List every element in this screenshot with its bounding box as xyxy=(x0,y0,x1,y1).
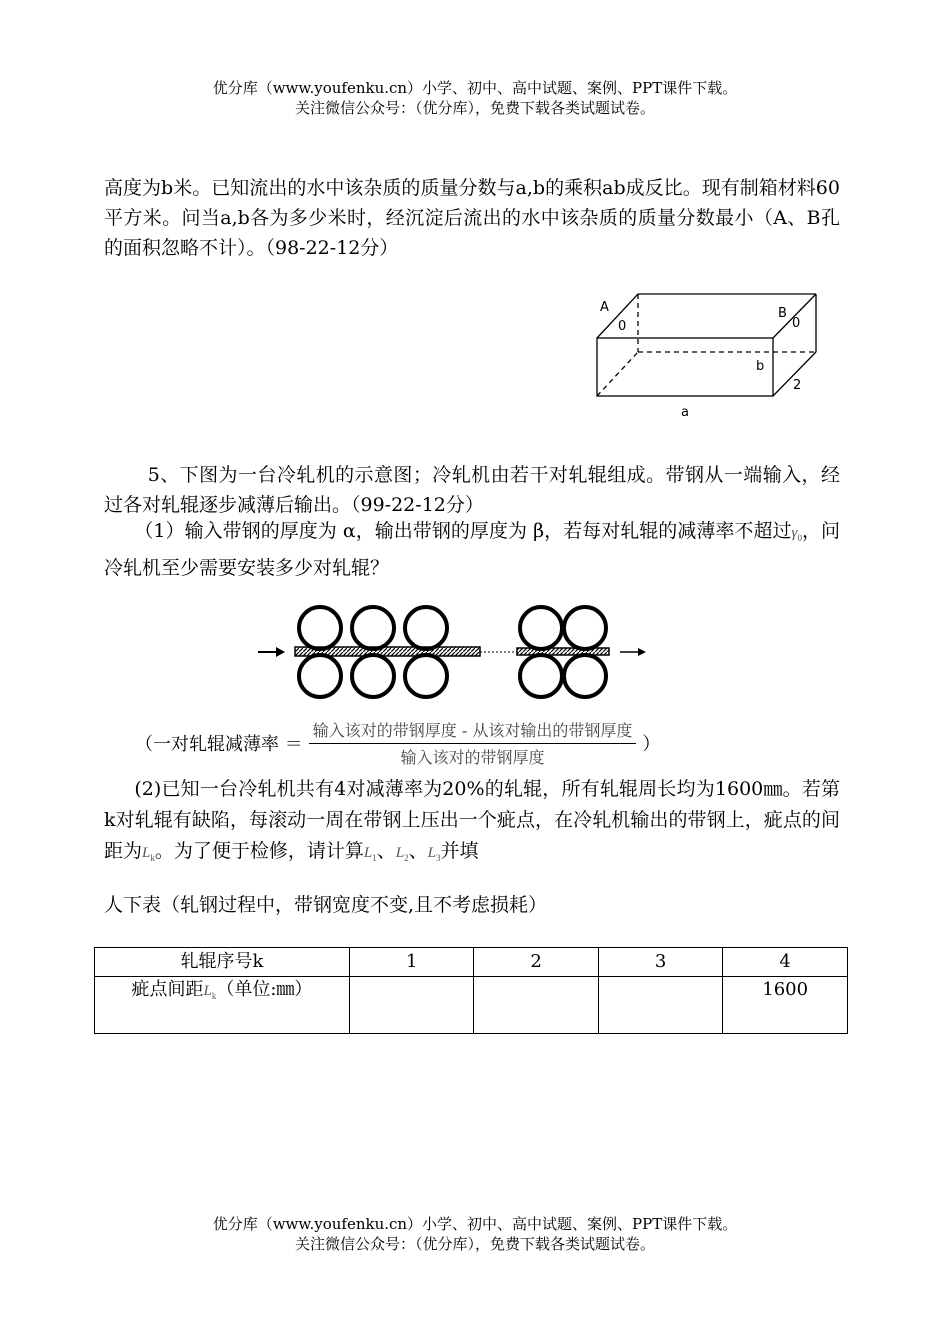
separator-2: 、 xyxy=(408,840,428,862)
sedimentation-box-diagram xyxy=(590,290,830,420)
gamma0-var xyxy=(792,525,802,541)
gamma-symbol: γ xyxy=(791,525,798,541)
l2-subscript: 2 xyxy=(404,853,409,863)
gamma-subscript: 0 xyxy=(797,533,802,543)
roller-lower xyxy=(564,655,606,697)
cold-rolling-mill-diagram xyxy=(255,600,655,704)
l3-var xyxy=(428,845,441,861)
row-label-cell xyxy=(95,977,350,1034)
reduction-rate-formula xyxy=(135,718,660,768)
header-cell: 1 xyxy=(349,948,473,977)
roller-upper xyxy=(352,607,394,649)
lk-symbol: L xyxy=(142,845,151,861)
hole-b-label: 0 xyxy=(792,316,801,331)
lk-var xyxy=(142,845,155,861)
problem5-q1 xyxy=(104,516,840,583)
label-2: 2 xyxy=(793,378,802,393)
label-B: B xyxy=(778,306,787,321)
defect-spacing-table xyxy=(94,947,848,1034)
table-cell: 1600 xyxy=(723,977,848,1034)
table-header-row xyxy=(95,948,848,977)
q2-text-end: 并填 xyxy=(440,840,479,862)
table-row xyxy=(95,977,848,1034)
page-header xyxy=(0,78,950,118)
page-footer xyxy=(0,1214,950,1254)
l2-symbol: L xyxy=(395,845,405,861)
roller-upper xyxy=(564,607,606,649)
l3-symbol: L xyxy=(427,845,436,861)
problem5-q2 xyxy=(104,774,840,874)
footer-line-1: 优分库（www.youfenku.cn）小学、初中、高中试题、案例、PPT课件下载。 xyxy=(212,1215,738,1233)
row-label-before: 疵点间距 xyxy=(131,979,204,1000)
problem4-text: 高度为b米。已知流出的水中该杂质的质量分数与a,b的乘积ab成反比。现有制箱材料60平方米。问当a,b各为多少米时，经沉淀后流出的水中该杂质的质量分数最小（A、B孔的面积忽略不计）。（98-22-12分） xyxy=(104,177,840,259)
formula-fraction xyxy=(309,718,637,768)
l1-subscript: 1 xyxy=(372,853,377,863)
formula-numerator: 输入该对的带钢厚度 - 从该对输出的带钢厚度 xyxy=(309,718,637,744)
row-lk-var xyxy=(204,983,217,999)
hidden-edge xyxy=(597,352,638,396)
label-b: b xyxy=(756,359,765,374)
formula-prefix: （一对轧辊减薄率 ＝ xyxy=(135,734,303,755)
roller-upper xyxy=(405,607,447,649)
q2-text-before: (2)已知一台冷轧机共有4对减薄率为20%的轧辊，所有轧辊周长均为1600㎜。若第k对轧辊有缺陷，每滚动一周在带钢上压出一个疵点，在冷轧机输出的带钢上，疵点的间距为 xyxy=(104,778,840,862)
label-A: A xyxy=(600,300,609,315)
steel-strip-input xyxy=(295,647,480,656)
roller-lower xyxy=(405,655,447,697)
q1-text-before: （1）输入带钢的厚度为 α，输出带钢的厚度为 β，若每对轧辊的减薄率不超过 xyxy=(134,520,792,542)
table-cell xyxy=(598,977,722,1034)
lk-subscript: k xyxy=(150,853,155,863)
l1-symbol: L xyxy=(363,845,373,861)
l2-var xyxy=(396,845,409,861)
roller-lower xyxy=(352,655,394,697)
problem5-q2-line2: 人下表（轧钢过程中，带钢宽度不变,且不考虑损耗） xyxy=(104,894,548,916)
roller-upper xyxy=(299,607,341,649)
table-cell xyxy=(349,977,473,1034)
l1-var xyxy=(364,845,377,861)
separator-1: 、 xyxy=(376,840,396,862)
header-line-1: 优分库（www.youfenku.cn）小学、初中、高中试题、案例、PPT课件下载。 xyxy=(212,79,738,97)
steel-strip-output xyxy=(517,648,609,655)
formula-suffix: ） xyxy=(642,734,661,755)
row-lk-subscript: k xyxy=(211,991,217,1001)
output-arrow xyxy=(620,648,646,656)
header-cell: 2 xyxy=(474,948,598,977)
roller-lower xyxy=(520,655,562,697)
footer-line-2: 关注微信公众号：（优分库），免费下载各类试题试卷。 xyxy=(294,1235,655,1253)
roller-upper xyxy=(520,607,562,649)
q1-text-after: ，问冷轧机至少需要安装多少对轧辊？ xyxy=(104,520,840,579)
formula-denominator: 输入该对的带钢厚度 xyxy=(400,748,545,767)
table-cell xyxy=(474,977,598,1034)
label-a: a xyxy=(681,405,689,420)
row-label-after: （单位:㎜） xyxy=(216,979,313,1000)
l3-subscript: 3 xyxy=(435,853,441,863)
row-lk-symbol: L xyxy=(203,983,212,999)
problem5-intro: 5、下图为一台冷轧机的示意图；冷轧机由若干对轧辊组成。带钢从一端输入，经过各对轧辊逐步减薄后输出。（99-22-12分） xyxy=(104,464,840,516)
header-cell: 3 xyxy=(598,948,722,977)
input-arrow xyxy=(258,647,285,657)
q2-text-mid: 。为了便于检修，请计算 xyxy=(154,840,364,862)
hole-a-label: 0 xyxy=(618,319,627,334)
roller-lower xyxy=(299,655,341,697)
header-line-2: 关注微信公众号：（优分库），免费下载各类试题试卷。 xyxy=(294,99,655,117)
header-cell: 4 xyxy=(723,948,848,977)
header-cell: 轧辊序号k xyxy=(95,948,350,977)
